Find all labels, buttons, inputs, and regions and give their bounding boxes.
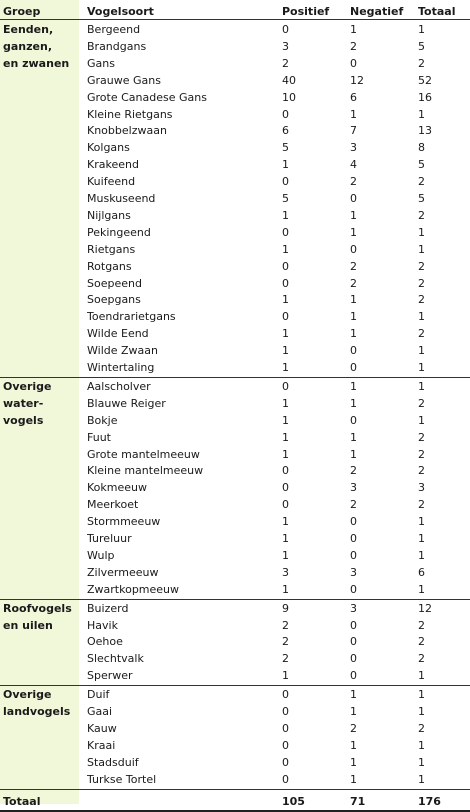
table-row-negatief: 1 (350, 327, 357, 341)
table-row-positief: 0 (282, 310, 289, 324)
group-divider (0, 789, 470, 790)
table-row-vogelsoort: Sperwer (87, 669, 133, 683)
group-label: water- (3, 396, 44, 410)
table-row-totaal: 2 (418, 498, 425, 512)
table-row-positief: 0 (282, 175, 289, 189)
table-row-vogelsoort: Buizerd (87, 601, 129, 615)
table-row-negatief: 0 (350, 582, 357, 596)
table-row-negatief: 1 (350, 379, 357, 393)
table-row-positief: 6 (282, 124, 289, 138)
table-row-negatief: 4 (350, 158, 357, 172)
table-row-totaal: 1 (418, 361, 425, 374)
table-row-negatief: 1 (350, 688, 357, 702)
table-row-totaal: 6 (418, 565, 425, 579)
table-row-negatief: 1 (350, 755, 357, 769)
table-row-vogelsoort: Havik (87, 618, 118, 632)
table-row-positief: 0 (282, 688, 289, 702)
table-row-totaal: 2 (418, 175, 425, 189)
table-row-positief: 1 (282, 430, 289, 444)
header-divider (0, 19, 470, 20)
table-row-vogelsoort: Zilvermeeuw (87, 565, 159, 579)
table-row-negatief: 1 (350, 293, 357, 307)
header-groep: Groep (3, 5, 41, 18)
table-row-negatief: 1 (350, 772, 357, 786)
table-row-positief: 1 (282, 515, 289, 529)
table-row-totaal: 2 (418, 56, 425, 70)
table-row-vogelsoort: Gaai (87, 705, 113, 718)
table-row-totaal: 1 (418, 688, 425, 702)
table-row-negatief: 0 (350, 635, 357, 649)
table-row-vogelsoort: Wilde Eend (87, 327, 149, 341)
table-row-totaal: 1 (418, 738, 425, 752)
table-row-totaal: 1 (418, 310, 425, 324)
table-row-positief: 2 (282, 56, 289, 70)
table-row-vogelsoort: Kokmeeuw (87, 481, 147, 495)
header-vogelsoort: Vogelsoort (87, 5, 154, 18)
table-row-vogelsoort: Kuifeend (87, 175, 136, 189)
group-label: ganzen, (3, 39, 53, 53)
table-row-vogelsoort: Stadsduif (87, 755, 139, 769)
table-row-positief: 0 (282, 23, 289, 36)
table-row-positief: 1 (282, 548, 289, 562)
table-row-positief: 1 (282, 669, 289, 683)
table-row-vogelsoort: Nijlgans (87, 208, 131, 222)
table-row-totaal: 1 (418, 548, 425, 562)
table-row-negatief: 0 (350, 56, 357, 70)
table-row-negatief: 1 (350, 225, 357, 239)
table-row-positief: 0 (282, 481, 289, 495)
table-row-totaal: 1 (418, 772, 425, 786)
table-row-totaal: 1 (418, 344, 425, 358)
table-row-positief: 1 (282, 532, 289, 545)
table-row-totaal: 1 (418, 107, 425, 121)
table-row-negatief: 0 (350, 548, 357, 562)
group-label: en uilen (3, 618, 53, 632)
table-row-totaal: 16 (418, 90, 432, 104)
table-row-totaal: 1 (418, 532, 425, 545)
table-row-vogelsoort: Kleine mantelmeeuw (87, 464, 204, 478)
table-row-vogelsoort: Krakeend (87, 158, 139, 172)
table-row-vogelsoort: Oehoe (87, 635, 123, 649)
table-row-totaal: 2 (418, 396, 425, 410)
table-row-vogelsoort: Grote mantelmeeuw (87, 447, 200, 461)
table-row-totaal: 2 (418, 652, 425, 666)
table-row-vogelsoort: Kraai (87, 738, 116, 752)
table-row-totaal: 1 (418, 582, 425, 596)
table-row-positief: 1 (282, 293, 289, 307)
table-row-totaal: 2 (418, 293, 425, 307)
table-row-negatief: 7 (350, 124, 357, 138)
table-row-vogelsoort: Bokje (87, 413, 118, 427)
table-row-negatief: 3 (350, 481, 357, 495)
table-row-totaal: 2 (418, 635, 425, 649)
table-row-totaal: 1 (418, 705, 425, 718)
table-row-vogelsoort: Grauwe Gans (87, 73, 161, 87)
table-row-totaal: 2 (418, 721, 425, 735)
table-row-negatief: 0 (350, 242, 357, 256)
table-row-negatief: 0 (350, 192, 357, 205)
table-row-positief: 1 (282, 361, 289, 374)
table-row-negatief: 2 (350, 259, 357, 273)
table-row-positief: 0 (282, 379, 289, 393)
table-row-positief: 0 (282, 259, 289, 273)
group-divider (0, 685, 470, 686)
table-row-positief: 1 (282, 447, 289, 461)
table-row-totaal: 2 (418, 327, 425, 341)
table-row-vogelsoort: Blauwe Reiger (87, 396, 166, 410)
table-row-vogelsoort: Grote Canadese Gans (87, 90, 207, 104)
table-row-vogelsoort: Zwartkopmeeuw (87, 582, 180, 596)
table-row-positief: 0 (282, 721, 289, 735)
table-row-positief: 5 (282, 141, 289, 155)
table-row-positief: 1 (282, 242, 289, 256)
table-row-positief: 0 (282, 107, 289, 121)
table-row-negatief: 0 (350, 618, 357, 632)
table-row-negatief: 3 (350, 601, 357, 615)
table-row-vogelsoort: Rietgans (87, 242, 136, 256)
table-row-totaal: 1 (418, 755, 425, 769)
table-row-totaal: 2 (418, 276, 425, 290)
table-row-vogelsoort: Muskuseend (87, 192, 156, 205)
table-row-positief: 3 (282, 39, 289, 53)
table-row-negatief: 2 (350, 39, 357, 53)
table-row-vogelsoort: Rotgans (87, 259, 132, 273)
table-row-positief: 9 (282, 601, 289, 615)
table-row-negatief: 1 (350, 208, 357, 222)
table-row-vogelsoort: Stormmeeuw (87, 515, 161, 529)
group-label: landvogels (3, 705, 71, 718)
table-row-negatief: 1 (350, 705, 357, 718)
table-row-vogelsoort: Fuut (87, 430, 111, 444)
table-row-totaal: 2 (418, 464, 425, 478)
table-row-negatief: 3 (350, 565, 357, 579)
table-row-negatief: 0 (350, 669, 357, 683)
table-row-positief: 1 (282, 208, 289, 222)
table-row-vogelsoort: Soepgans (87, 293, 141, 307)
table-row-totaal: 2 (418, 208, 425, 222)
table-row-negatief: 0 (350, 515, 357, 529)
table-row-vogelsoort: Wulp (87, 548, 115, 562)
table-row-negatief: 12 (350, 73, 364, 87)
table-row-negatief: 2 (350, 498, 357, 512)
table-row-vogelsoort: Turkse Tortel (87, 772, 157, 786)
table-row-totaal: 1 (418, 23, 425, 36)
table-row-positief: 10 (282, 90, 296, 104)
header-negatief: Negatief (350, 5, 404, 18)
table-row-positief: 0 (282, 755, 289, 769)
table-row-positief: 0 (282, 498, 289, 512)
table-row-negatief: 1 (350, 738, 357, 752)
table-row-totaal: 5 (418, 192, 425, 205)
table-row-positief: 1 (282, 158, 289, 172)
table-row-totaal: 1 (418, 242, 425, 256)
table-row-vogelsoort: Gans (87, 56, 115, 70)
table-row-negatief: 6 (350, 90, 357, 104)
group-label: vogels (3, 413, 44, 427)
total-totaal: 176 (418, 794, 441, 808)
table-row-positief: 1 (282, 582, 289, 596)
table-row-vogelsoort: Toendrarietgans (87, 310, 176, 324)
table-row-vogelsoort: Meerkoet (87, 498, 139, 512)
table-row-vogelsoort: Knobbelzwaan (87, 124, 167, 138)
table-row-totaal: 3 (418, 481, 425, 495)
table-row-totaal: 1 (418, 515, 425, 529)
table-row-negatief: 2 (350, 464, 357, 478)
table-row-positief: 0 (282, 772, 289, 786)
group-label: Eenden, (3, 23, 54, 36)
table-row-totaal: 5 (418, 39, 425, 53)
table-row-negatief: 2 (350, 721, 357, 735)
table-row-vogelsoort: Wilde Zwaan (87, 344, 158, 358)
table-row-positief: 1 (282, 344, 289, 358)
table-row-negatief: 0 (350, 532, 357, 545)
group-label: en zwanen (3, 56, 70, 70)
table-row-positief: 2 (282, 635, 289, 649)
bottom-border (0, 810, 470, 812)
table-row-positief: 2 (282, 652, 289, 666)
table-row-vogelsoort: Kolgans (87, 141, 130, 155)
table-row-negatief: 2 (350, 276, 357, 290)
table-row-totaal: 2 (418, 259, 425, 273)
table-row-negatief: 1 (350, 430, 357, 444)
total-label: Totaal (3, 794, 41, 808)
table-row-positief: 1 (282, 413, 289, 427)
table-row-totaal: 1 (418, 379, 425, 393)
table-row-vogelsoort: Pekingeend (87, 225, 151, 239)
table-row-totaal: 1 (418, 225, 425, 239)
table-row-vogelsoort: Wintertaling (87, 361, 155, 374)
table-row-totaal: 5 (418, 158, 425, 172)
group-label: Overige (3, 379, 52, 393)
table-row-negatief: 0 (350, 652, 357, 666)
table-row-totaal: 1 (418, 669, 425, 683)
table-row-negatief: 1 (350, 310, 357, 324)
table-row-negatief: 1 (350, 107, 357, 121)
table-row-vogelsoort: Aalscholver (87, 379, 151, 393)
table-row-negatief: 1 (350, 396, 357, 410)
table-row-negatief: 3 (350, 141, 357, 155)
table-row-positief: 1 (282, 327, 289, 341)
table-row-totaal: 2 (418, 447, 425, 461)
table-row-positief: 0 (282, 705, 289, 718)
table-row-negatief: 2 (350, 175, 357, 189)
table-row-vogelsoort: Soepeend (87, 276, 142, 290)
table-row-positief: 2 (282, 618, 289, 632)
total-positief: 105 (282, 794, 305, 808)
table-row-positief: 0 (282, 225, 289, 239)
table-row-positief: 40 (282, 73, 296, 87)
table-row-totaal: 1 (418, 413, 425, 427)
table-row-totaal: 8 (418, 141, 425, 155)
table-row-negatief: 0 (350, 413, 357, 427)
table-row-totaal: 52 (418, 73, 432, 87)
table-row-positief: 0 (282, 464, 289, 478)
table-row-vogelsoort: Duif (87, 688, 110, 702)
table-row-positief: 1 (282, 396, 289, 410)
table-row-vogelsoort: Bergeend (87, 23, 141, 36)
table-row-negatief: 1 (350, 447, 357, 461)
header-totaal: Totaal (418, 5, 456, 18)
table-row-positief: 0 (282, 738, 289, 752)
table-row-negatief: 1 (350, 23, 357, 36)
table-row-totaal: 2 (418, 430, 425, 444)
table-row-vogelsoort: Brandgans (87, 39, 147, 53)
table-row-totaal: 12 (418, 601, 432, 615)
table-row-vogelsoort: Slechtvalk (87, 652, 144, 666)
group-label: Overige (3, 688, 52, 702)
table-row-totaal: 13 (418, 124, 432, 138)
table-row-totaal: 2 (418, 618, 425, 632)
table-row-vogelsoort: Kleine Rietgans (87, 107, 173, 121)
table-row-vogelsoort: Tureluur (87, 532, 132, 545)
table-row-positief: 0 (282, 276, 289, 290)
table-row-negatief: 0 (350, 344, 357, 358)
total-negatief: 71 (350, 794, 366, 808)
group-label: Roofvogels (3, 601, 72, 615)
table-row-positief: 5 (282, 192, 289, 205)
table-row-negatief: 0 (350, 361, 357, 374)
table-row-vogelsoort: Kauw (87, 721, 117, 735)
table-row-positief: 3 (282, 565, 289, 579)
group-divider (0, 377, 470, 378)
header-positief: Positief (282, 5, 330, 18)
